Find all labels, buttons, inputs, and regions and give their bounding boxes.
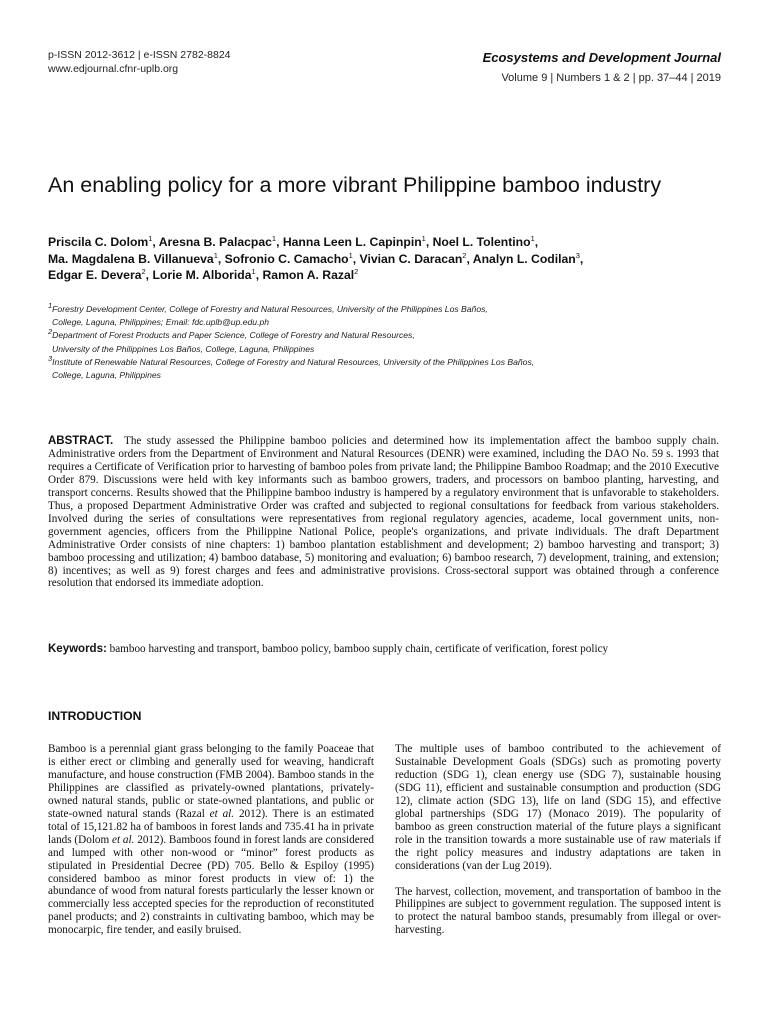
author-affil-ref: 2 [462,250,467,260]
author-separator: , [217,251,225,266]
author-name: Noel L. Tolentino [432,235,531,249]
affiliation-marker: 2 [48,327,53,337]
author-name: Analyn L. Codilan [472,251,576,266]
author-name: Edgar E. Devera [48,268,142,282]
author-name: Hanna Leen L. Capinpin [282,235,422,249]
volume-info: Volume 9 | Numbers 1 & 2 | pp. 37–44 | 2019 [501,72,721,84]
text-run-italic: et al. [112,833,135,846]
author-affil-ref: 1 [348,250,353,260]
journal-info-block [483,49,721,85]
author-line-3 [48,267,748,284]
text-run: Bamboo is a perennial giant grass belonging to the family Poaceae that is either erect or climbing and generally used for weaving, handicraft manufacture, and house construction (FMB 2004). Bamboo stands in the Philippines are classified as privately-owned plantations, privately-owned natural stands, public or state-owned plantations, and public or state-owned natural stands (Razal [48,743,374,820]
author-separator: , [425,235,433,249]
journal-name: Ecosystems and Development Journal [482,50,721,65]
intro-column-right [395,743,721,937]
affiliation-text: Institute of Renewable Natural Resources, College of Forestry and Natural Resources, University of the Philippines Los Baños, [52,356,535,367]
affiliation-text-cont: University of the Philippines Los Baños, College, Laguna, Philippines [52,343,315,354]
author-affil-ref: 3 [575,250,580,260]
keywords-label: Keywords [48,643,103,655]
affiliation-marker: 3 [48,353,53,363]
author-separator: , [534,235,539,249]
author-separator: , [255,268,263,282]
author-separator: , [152,235,159,249]
author-affil-ref: 1 [251,266,256,276]
abstract-label: ABSTRACT. [48,435,114,447]
journal-issn-block [48,49,231,76]
author-name: Lorie M. Alborida [152,268,252,282]
affiliation-text-cont: College, Laguna, Philippines [52,370,161,381]
affiliation-1 [48,303,748,316]
author-name: Ma. Magdalena B. Villanueva [48,251,214,266]
author-name: Priscila C. Dolom [48,235,149,249]
abstract-text: The study assessed the Philippine bamboo policies and determined how its implementation affect the bamboo supply chain. Administrative orders from the Department of Environment and Natural Resources (DENR) were examined, including the DAO No. 59 s. 1993 that requires a Certificate of Verification prior to harvesting of bamboo poles from private land; the Philippine Bamboo Roadmap; and the 2010 Executive Order 879. Discussions were held with key informants such as bamboo growers, traders, and processors on bamboo planting, harvesting, and transport concerns. Results showed that the Philippine bamboo industry is hampered by a regulatory environment that is unfavorable to stakeholders. Thus, a proposed Department Administrative Order was crafted and subjected to regional consultations for feedback from various stakeholders. Involved during the series of consultations were representatives from regional regulatory agencies, academe, local government units, non-government agencies, officers from the Philippine National Police, people's organizations, and private individuals. The draft Department Administrative Order consists of nine chapters: 1) bamboo plantation establishment and development; 2) bamboo harvesting and transport; 3) bamboo processing and utilization; 4) bamboo database, 5) monitoring and evaluation; 6) bamboo research, 7) development, training, and extension; 8) incentives; as well as 9) forest charges and fees and administrative provisions. Cross-sectoral support was obtained through a conference resolution that endorsed its immediate adoption. [48,435,719,590]
author-affil-ref: 1 [271,233,277,243]
affiliations [48,303,748,382]
author-name: Ramon A. Razal [262,268,355,282]
affiliation-2 [48,329,748,342]
journal-url[interactable]: www.edjournal.cfnr-uplb.org [48,62,179,75]
keywords-text: bamboo harvesting and transport, bamboo policy, bamboo supply chain, certificate of verification, forest policy [109,643,609,655]
intro-column-left [48,743,374,937]
intro-paragraph: The multiple uses of bamboo contributed to the achievement of Sustainable Development Goals (SDGs) such as promoting poverty reduction (SDG 1), clean energy use (SDG 7), sustainable housing (SDG 11), efficient and sustainable consumption and production (SDG 12), climate action (SDG 13), life on land (SDG 15), and effective global partnerships (SDG 17) (Monaco 2019). The popularity of bamboo as green construction material of the future plays a significant role in the transition towards a more sustainable use of raw materials if the right policy measures and industry adaptations are taken in considerations (van der Lug 2019). [395,743,721,872]
author-separator: , [145,268,153,282]
section-heading-introduction: INTRODUCTION [48,709,142,723]
intro-paragraph [48,743,374,937]
author-affil-ref: 1 [421,233,426,243]
issn-text: p-ISSN 2012-3612 | e-ISSN 2782-8824 [48,49,231,61]
article-title: An enabling policy for a more vibrant Philippine bamboo industry [48,173,662,197]
author-line-2 [48,251,748,268]
author-separator: , [352,251,360,266]
author-affil-ref: 1 [148,233,153,243]
keywords: Keywords: bamboo harvesting and transport, bamboo policy, bamboo supply chain, certificate of verification, forest policy [48,643,609,655]
affiliation-3 [48,353,748,369]
author-name: Aresna B. Palacpac [158,235,272,249]
intro-paragraph: The harvest, collection, movement, and transportation of bamboo in the Philippines are subject to government regulation. The supposed intent is to protect the natural bamboo stands, presumably from illegal or over-harvesting. [395,885,721,937]
abstract [48,435,719,590]
author-affil-ref: 1 [530,233,535,243]
affiliation-text: Forestry Development Center, College of Forestry and Natural Resources, University of the Philippines Los Baños, [52,304,488,314]
author-separator: , [276,235,283,249]
author-list [48,234,748,284]
affiliation-text-cont: College, Laguna, Philippines; Email: fdc.uplb@up.edu.ph [52,317,270,328]
author-affil-ref: 2 [354,266,359,276]
affiliation-marker: 1 [48,301,53,311]
author-name: Sofronio C. Camacho [224,251,349,266]
affiliation-text: Department of Forest Products and Paper Science, College of Forestry and Natural Resources, [52,330,415,341]
author-separator: , [579,251,584,266]
author-name: Vivian C. Daracan [359,251,463,266]
text-run: 2012). Bamboos found in forest lands are considered and lumped with other non-wood or “minor” forest products as stipulated in Presidential Decree (PD) 705. Bello & Espiloy (1995) considered bamboo as minor forest products in view of: 1) the abundance of wood from natural forests particularly the lesser known or commercially less accepted species for the reproduction of reconstituted panel products; and 2) constraints in cultivating bamboo, which may be monocarpic, fire tender, and easily bruised. [48,833,375,937]
author-line-1 [48,234,748,251]
text-run-italic: et al. [209,807,235,820]
author-affil-ref: 1 [213,250,218,260]
author-affil-ref: 2 [141,266,146,276]
text-run: 2012). There is an estimated total of 15,121.82 ha of bamboos in forest lands and 735.41 ha in private lands (Dolom [48,807,374,846]
author-separator: , [466,251,473,266]
